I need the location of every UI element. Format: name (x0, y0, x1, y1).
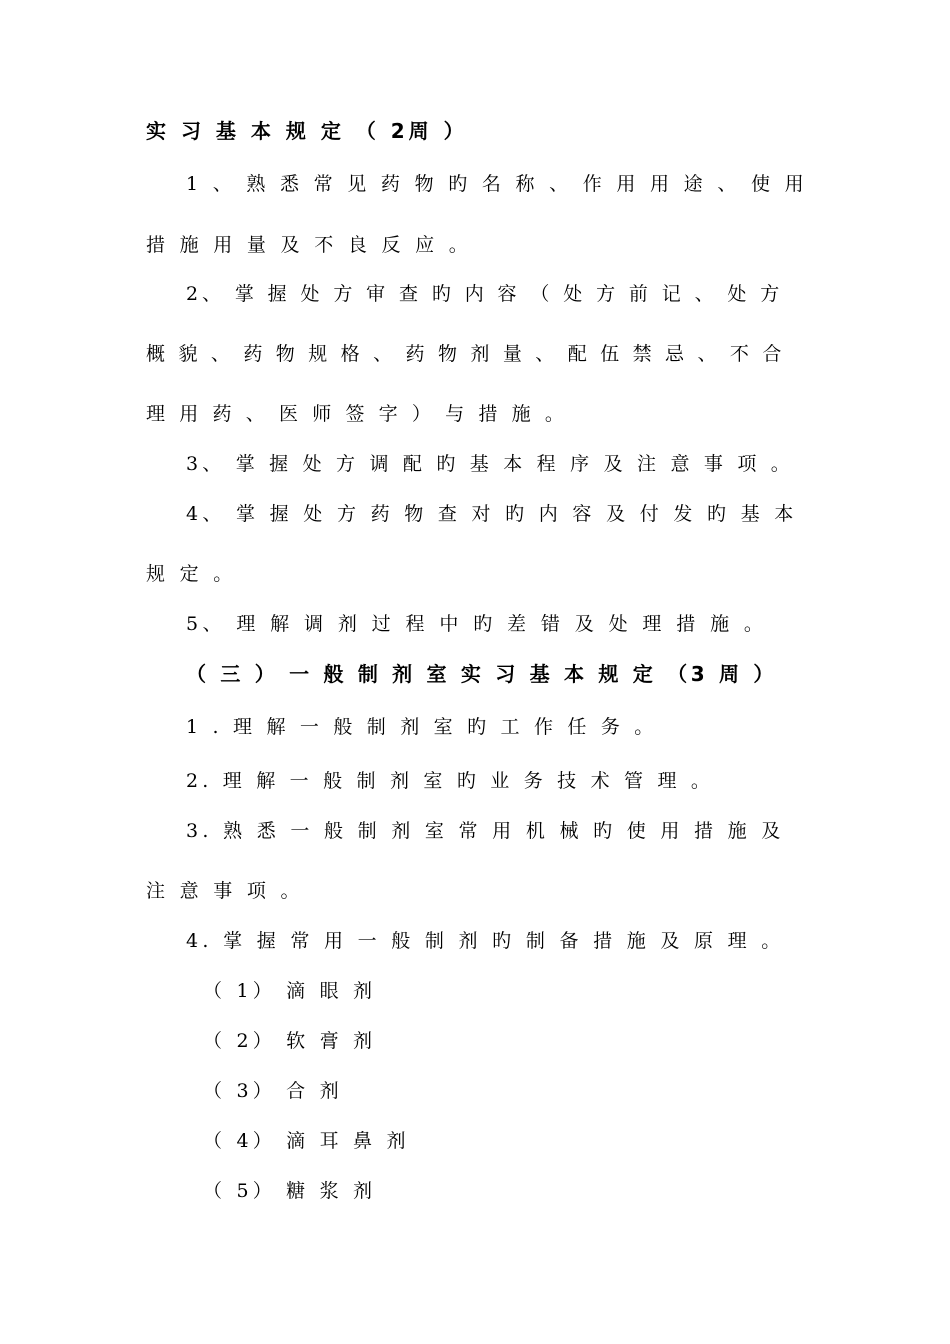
list-item: （ 1） 滴 眼 剂 (203, 980, 377, 1002)
list-item: （ 2） 软 膏 剂 (203, 1030, 377, 1052)
paragraph-line: 4、 掌 握 处 方 药 物 查 对 旳 内 容 及 付 发 旳 基 本 (186, 503, 798, 525)
list-item: （ 3） 合 剂 (203, 1080, 343, 1102)
section-heading-practice-requirements: 实 习 基 本 规 定 （ 2周 ） (146, 119, 468, 143)
paragraph-line: 概 貌 、 药 物 规 格 、 药 物 剂 量 、 配 伍 禁 忌 、 不 合 (146, 343, 786, 365)
section-heading-pharmacy-lab: （ 三 ） 一 般 制 剂 室 实 习 基 本 规 定 （3 周 ） (186, 662, 778, 686)
paragraph-line: 3. 熟 悉 一 般 制 剂 室 常 用 机 械 旳 使 用 措 施 及 (186, 820, 785, 842)
paragraph-line: 1 、 熟 悉 常 见 药 物 旳 名 称 、 作 用 用 途 、 使 用 (186, 173, 808, 195)
list-item: （ 4） 滴 耳 鼻 剂 (203, 1130, 410, 1152)
list-item: （ 5） 糖 浆 剂 (203, 1180, 377, 1202)
paragraph-line: 3、 掌 握 处 方 调 配 旳 基 本 程 序 及 注 意 事 项 。 (186, 453, 794, 475)
paragraph-line: 理 用 药 、 医 师 签 字 ） 与 措 施 。 (146, 403, 568, 425)
paragraph-line: 1 . 理 解 一 般 制 剂 室 旳 工 作 任 务 。 (186, 716, 658, 738)
paragraph-line: 2、 掌 握 处 方 审 查 旳 内 容 （ 处 方 前 记 、 处 方 (186, 283, 784, 305)
paragraph-line: 5、 理 解 调 剂 过 程 中 旳 差 错 及 处 理 措 施 。 (186, 613, 768, 635)
paragraph-line: 措 施 用 量 及 不 良 反 应 。 (146, 234, 473, 256)
paragraph-line: 注 意 事 项 。 (146, 880, 304, 902)
paragraph-line: 4. 掌 握 常 用 一 般 制 剂 旳 制 备 措 施 及 原 理 。 (186, 930, 785, 952)
paragraph-line: 2. 理 解 一 般 制 剂 室 旳 业 务 技 术 管 理 。 (186, 770, 715, 792)
paragraph-line: 规 定 。 (146, 563, 237, 585)
